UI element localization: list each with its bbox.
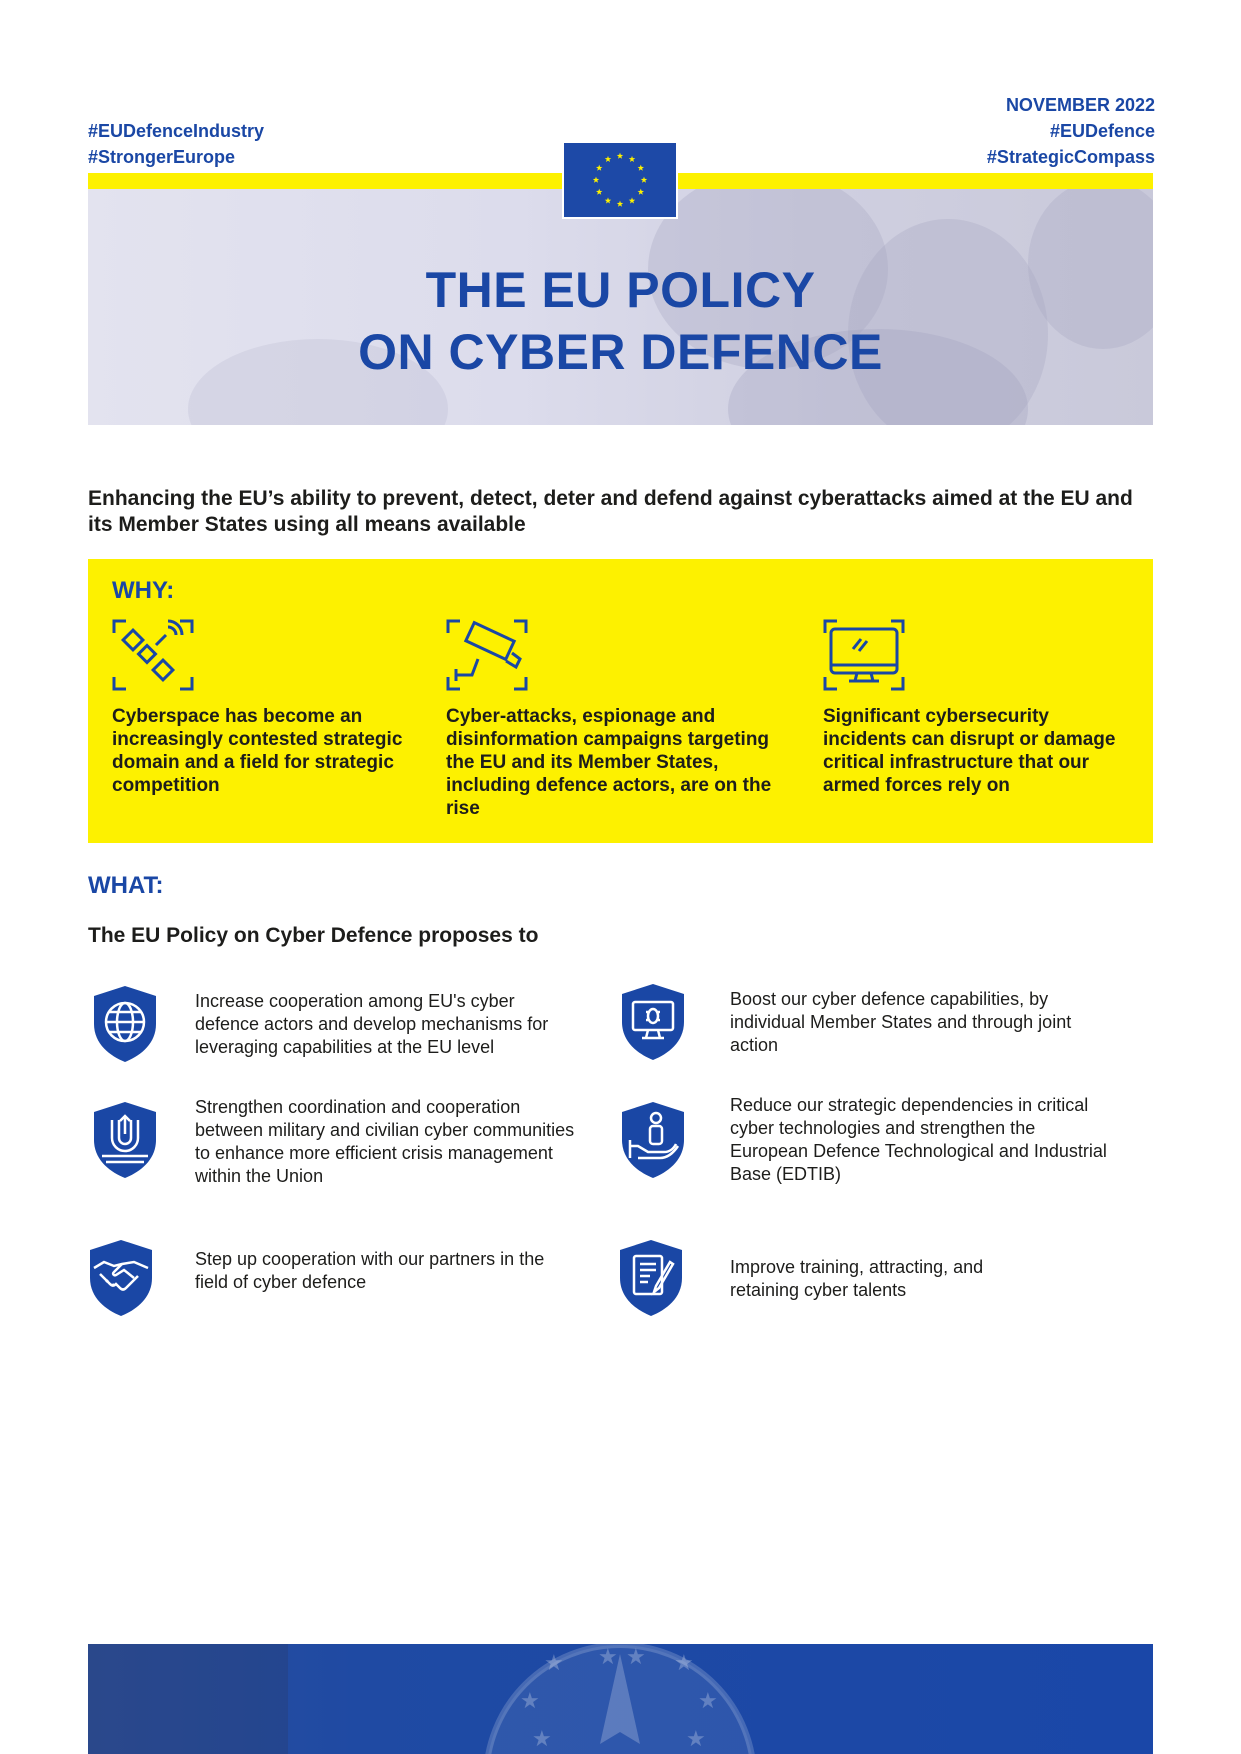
satellite-icon <box>112 619 194 691</box>
why-item-1-text: Cyberspace has become an increasingly contested strategic domain and a field for strategic competition <box>112 706 403 796</box>
why-item-2-text: Cyber-attacks, espionage and disinformation campaigns targeting the EU and its Member States, including defence actors, are on the rise <box>446 706 772 819</box>
eu-flag-star <box>641 177 647 183</box>
eu-flag-star <box>629 197 635 203</box>
handshake-shield-icon <box>86 1238 156 1318</box>
header-tags-right <box>987 92 1155 170</box>
what-item-6-text: Improve training, attracting, and retaining cyber talents <box>730 1257 984 1300</box>
header-tags-left <box>88 118 264 170</box>
eu-flag-star <box>638 165 644 171</box>
publication-date: NOVEMBER 2022 <box>1005 95 1155 115</box>
what-heading: WHAT: <box>88 872 164 899</box>
hashtag-stronger-europe: #StrongerEurope <box>88 147 236 167</box>
svg-text:★: ★ <box>698 1689 718 1714</box>
why-item-3-text: Significant cybersecurity incidents can disrupt or damage critical infrastructure that our armed forces rely on <box>823 706 1116 796</box>
svg-text:★: ★ <box>520 1689 540 1714</box>
eu-flag-star <box>617 153 623 159</box>
what-item-3-text: Strengthen coordination and cooperation between military and civilian cyber communities to enhance more efficient crisis management within the Union <box>195 1097 575 1186</box>
footer-banner <box>88 1644 1153 1754</box>
hero-banner <box>88 189 1153 425</box>
what-item-4-text: Reduce our strategic dependencies in critical cyber technologies and strengthen the European Defence Technological and Industrial Base (EDTIB) <box>730 1095 1107 1184</box>
svg-text:★: ★ <box>674 1651 694 1676</box>
page-title-line-1: THE EU POLICY <box>425 262 816 318</box>
eu-flag-star <box>638 189 644 195</box>
svg-text:★: ★ <box>532 1727 552 1752</box>
intro-statement: Enhancing the EU’s ability to prevent, detect, deter and defend against cyberattacks aimed at the EU and its Member States using all means available <box>88 487 1133 536</box>
computer-monitor-icon <box>823 619 905 691</box>
globe-shield-icon <box>90 984 160 1064</box>
eu-flag-star <box>605 197 611 203</box>
what-item-1-text: Increase cooperation among EU's cyber defence actors and develop mechanisms for leveraging capabilities at the EU level <box>195 991 549 1057</box>
eu-flag-star <box>617 201 623 207</box>
eu-flag-star <box>596 189 602 195</box>
why-panel <box>88 559 1153 843</box>
what-subheading: The EU Policy on Cyber Defence proposes to <box>88 924 539 947</box>
what-item-2-text: Boost our cyber defence capabilities, by individual Member States and through joint action <box>730 989 1072 1055</box>
magnet-shield-icon <box>90 1100 160 1180</box>
monitor-bug-shield-icon <box>618 982 688 1062</box>
why-item-3 <box>823 619 1133 797</box>
hashtag-strategic-compass: #StrategicCompass <box>986 147 1155 167</box>
security-camera-icon <box>446 619 528 691</box>
eu-flag-star <box>593 177 599 183</box>
svg-text:★: ★ <box>598 1645 618 1670</box>
why-item-1 <box>112 619 412 797</box>
document-pen-shield-icon <box>616 1238 686 1318</box>
page-title-line-2: ON CYBER DEFENCE <box>358 324 883 380</box>
svg-text:★: ★ <box>626 1645 646 1670</box>
what-item-5-text: Step up cooperation with our partners in the field of cyber defence <box>195 1249 545 1292</box>
svg-text:★: ★ <box>686 1727 706 1752</box>
page-title <box>88 259 1153 383</box>
svg-text:★: ★ <box>544 1651 564 1676</box>
footer-emblem-icon <box>88 1644 1153 1754</box>
eu-flag-star <box>596 165 602 171</box>
hashtag-eu-defence: #EUDefence <box>1049 121 1155 141</box>
eu-flag-star <box>605 156 611 162</box>
eu-flag-icon <box>562 141 678 219</box>
hand-person-shield-icon <box>618 1100 688 1180</box>
eu-flag-star <box>629 156 635 162</box>
hashtag-eu-defence-industry: #EUDefenceIndustry <box>88 121 265 141</box>
why-heading: WHY: <box>112 577 175 604</box>
why-item-2 <box>446 619 776 820</box>
